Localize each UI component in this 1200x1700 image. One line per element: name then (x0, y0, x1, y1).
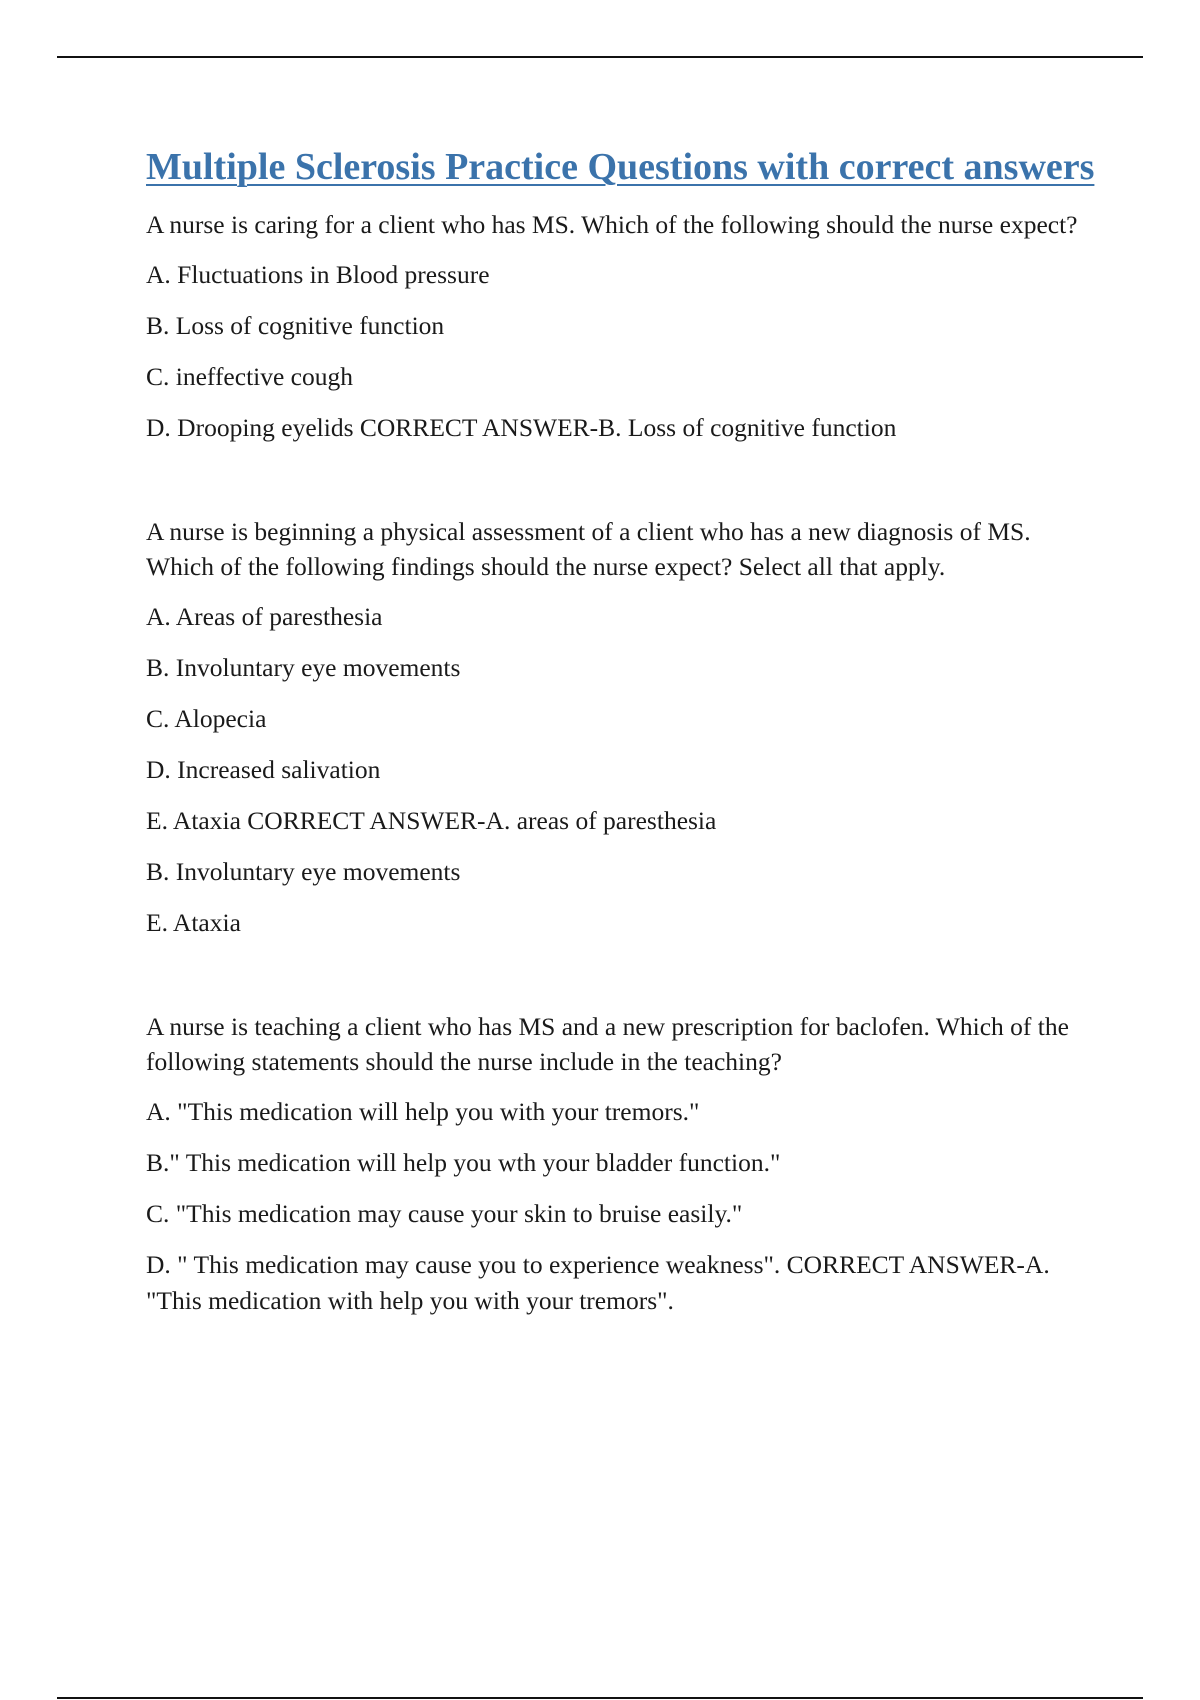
question-1 (146, 207, 1101, 446)
answer-option: B." This medication will help you wth your bladder function." (146, 1148, 781, 1177)
question-spacer (146, 956, 1101, 1009)
question-spacer (146, 461, 1101, 514)
answer-option: E. Ataxia CORRECT ANSWER-A. areas of paresthesia (146, 806, 717, 835)
answer-option: C. ineffective cough (146, 362, 354, 391)
answer-option: C. "This medication may cause your skin to bruise easily." (146, 1199, 743, 1228)
question-text: A nurse is teaching a client who has MS and a new prescription for baclofen. Which of the following statements should the nurse include in the teaching? (146, 1012, 1069, 1076)
question-2 (146, 514, 1101, 941)
answer-option: A. Fluctuations in Blood pressure (146, 260, 490, 289)
document-body (146, 142, 1101, 1334)
document-title: Multiple Sclerosis Practice Questions with correct answers (146, 146, 1095, 188)
answer-option: D. Drooping eyelids CORRECT ANSWER-B. Loss of cognitive function (146, 413, 897, 442)
answer-option: B. Involuntary eye movements (146, 857, 461, 886)
answer-option: A. "This medication will help you with your tremors." (146, 1097, 700, 1126)
answer-option: D. Increased salivation (146, 755, 381, 784)
question-3 (146, 1009, 1101, 1319)
header-rule (57, 56, 1143, 58)
answer-option: E. Ataxia (146, 908, 241, 937)
answer-option: A. Areas of paresthesia (146, 602, 383, 631)
question-text: A nurse is caring for a client who has MS. Which of the following should the nurse expect? (146, 210, 1078, 239)
question-text: A nurse is beginning a physical assessment of a client who has a new diagnosis of MS. Which of the following findings should the nurse expect? Select all that apply. (146, 517, 1031, 581)
answer-option: B. Involuntary eye movements (146, 653, 461, 682)
footer-rule (57, 1697, 1143, 1699)
answer-option: D. " This medication may cause you to experience weakness". CORRECT ANSWER-A. "This medication with help you with your tremors". (146, 1250, 1050, 1315)
answer-option: C. Alopecia (146, 704, 267, 733)
answer-option: B. Loss of cognitive function (146, 311, 445, 340)
